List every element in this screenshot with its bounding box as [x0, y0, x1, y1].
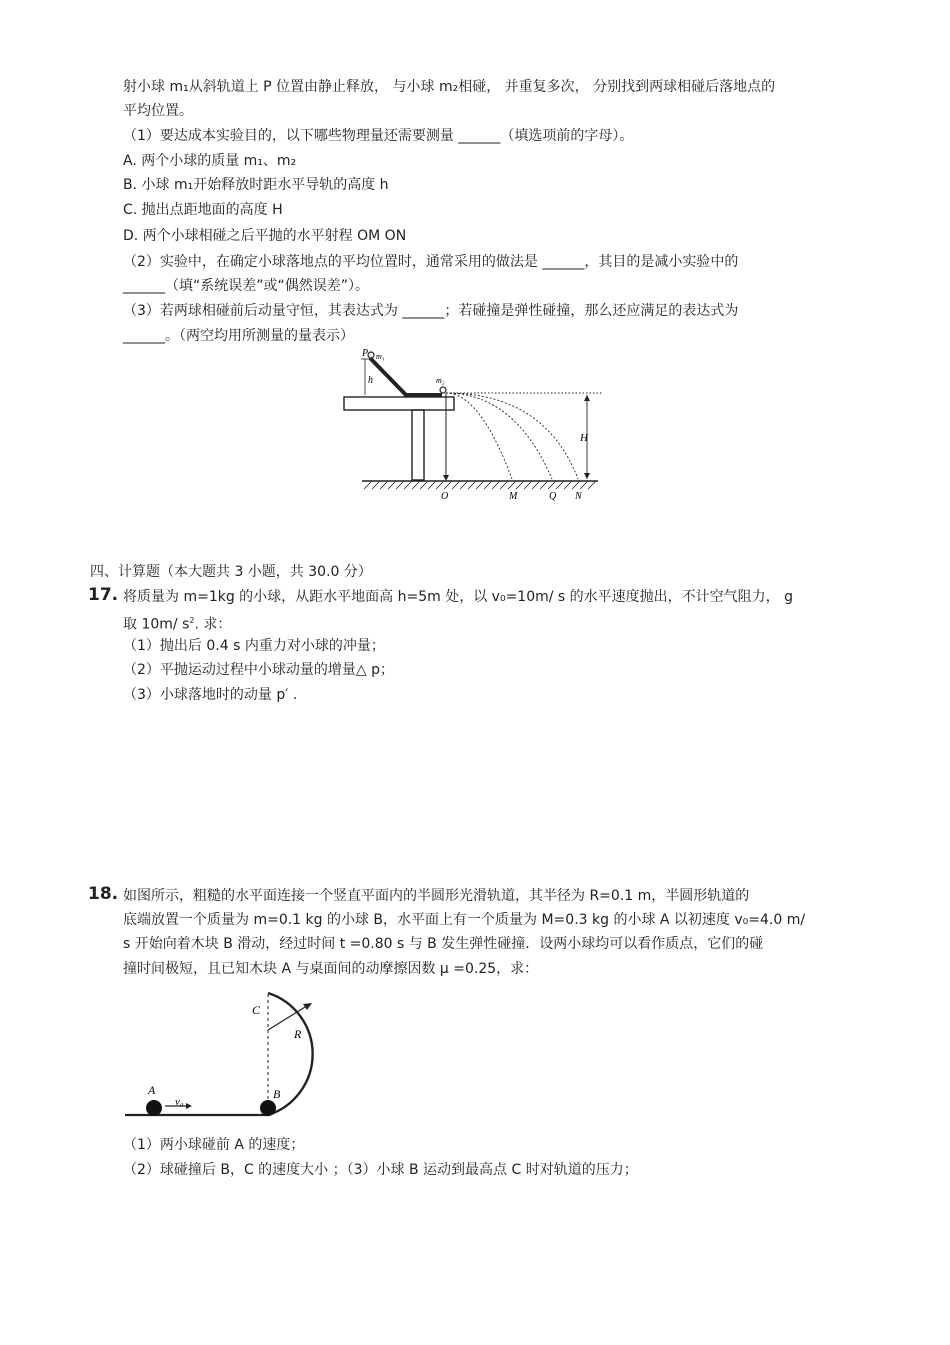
problem-18-number: 18. [88, 884, 119, 904]
problem-18-line-2: 底端放置一个质量为 m=0.1 kg 的小球 B，水平面上有一个质量为 M=0.3 kg 的小球 A 以初速度 v₀=4.0 m/ [123, 912, 806, 928]
problem-17-line-2a: 取 10m/ s [123, 616, 190, 633]
problem-18-line-4: 撞时间极短，且已知木块 A 与桌面间的动摩擦因数 μ =0.25，求： [123, 961, 539, 977]
problem-18-line-3: s 开始向着木块 B 滑动，经过时间 t =0.80 s 与 B 发生弹性碰撞．设两小球均可以看作质点，它们的碰 [123, 936, 764, 952]
problem-18-part-1: （1）两小球碰前 A 的速度； [123, 1137, 305, 1153]
label-N: N [575, 491, 582, 502]
label-C: C [252, 1003, 261, 1017]
label-Q: Q [549, 491, 557, 502]
label-M: M [509, 491, 518, 502]
label-B: B [273, 1087, 281, 1101]
label-A: A [148, 1083, 156, 1097]
option-c: C. 抛出点距地面的高度 H [123, 202, 283, 218]
label-P: P [362, 348, 369, 359]
label-m1: m₁ [376, 352, 385, 361]
label-m2: m₂ [436, 376, 445, 385]
problem-17-part-3: （3）小球落地时的动量 p′ . [123, 687, 298, 703]
problem-17-line-2 [123, 612, 231, 634]
semicircle-track-figure [120, 990, 350, 1120]
problem-17-number: 17. [88, 585, 119, 605]
collision-experiment-figure [340, 345, 605, 510]
problem-18-part-2-3: （2）球碰撞后 B，C 的速度大小 ；（3）小球 B 运动到最高点 C 时对轨道的压力； [123, 1162, 638, 1178]
question-2-line-2: ______（填“系统误差”或“偶然误差”）。 [123, 278, 370, 294]
question-2-line-1: （2）实验中，在确定小球落地点的平均位置时，通常采用的做法是 ______，其目的是减小实验中的 [123, 254, 739, 270]
question-1: （1）要达成本实验目的，以下哪些物理量还需要测量 ______（填选项前的字母）。 [123, 128, 634, 144]
intro-line-2: 平均位置。 [123, 103, 193, 119]
label-H: H [580, 432, 588, 444]
problem-17-exponent: 2 [189, 616, 195, 625]
label-O: O [441, 491, 449, 502]
label-v0: v₀ [175, 1096, 184, 1108]
section-heading: 四、计算题（本大题共 3 小题，共 30.0 分） [90, 564, 372, 580]
question-3-line-1: （3）若两球相碰前后动量守恒，其表达式为 ______；若碰撞是弹性碰撞，那么还应满足的表达式为 [123, 303, 739, 319]
problem-17-part-2: （2）平抛运动过程中小球动量的增量△ p； [123, 662, 395, 678]
intro-line-1: 射小球 m₁从斜轨道上 P 位置由静止释放， 与小球 m₂相碰， 并重复多次， 分别找到两球相碰后落地点的 [123, 79, 776, 95]
option-d: D. 两个小球相碰之后平抛的水平射程 OM ON [123, 228, 407, 244]
option-a: A. 两个小球的质量 m₁、m₂ [123, 153, 297, 169]
problem-18-line-1: 如图所示，粗糙的水平面连接一个竖直平面内的半圆形光滑轨道，其半径为 R=0.1 m，半圆形轨道的 [123, 888, 750, 904]
label-h: h [368, 375, 373, 386]
question-3-line-2: ______。（两空均用所测量的量表示） [123, 328, 354, 344]
problem-17-part-1: （1）抛出后 0.4 s 内重力对小球的冲量； [123, 638, 385, 654]
problem-17-line-2b: . 求： [194, 616, 232, 633]
option-b: B. 小球 m₁开始释放时距水平导轨的高度 h [123, 177, 389, 193]
problem-17-line-1: 将质量为 m=1kg 的小球，从距水平地面高 h=5m 处，以 v₀=10m/ s 的水平速度抛出，不计空气阻力， g [123, 589, 793, 605]
label-R: R [294, 1027, 302, 1041]
